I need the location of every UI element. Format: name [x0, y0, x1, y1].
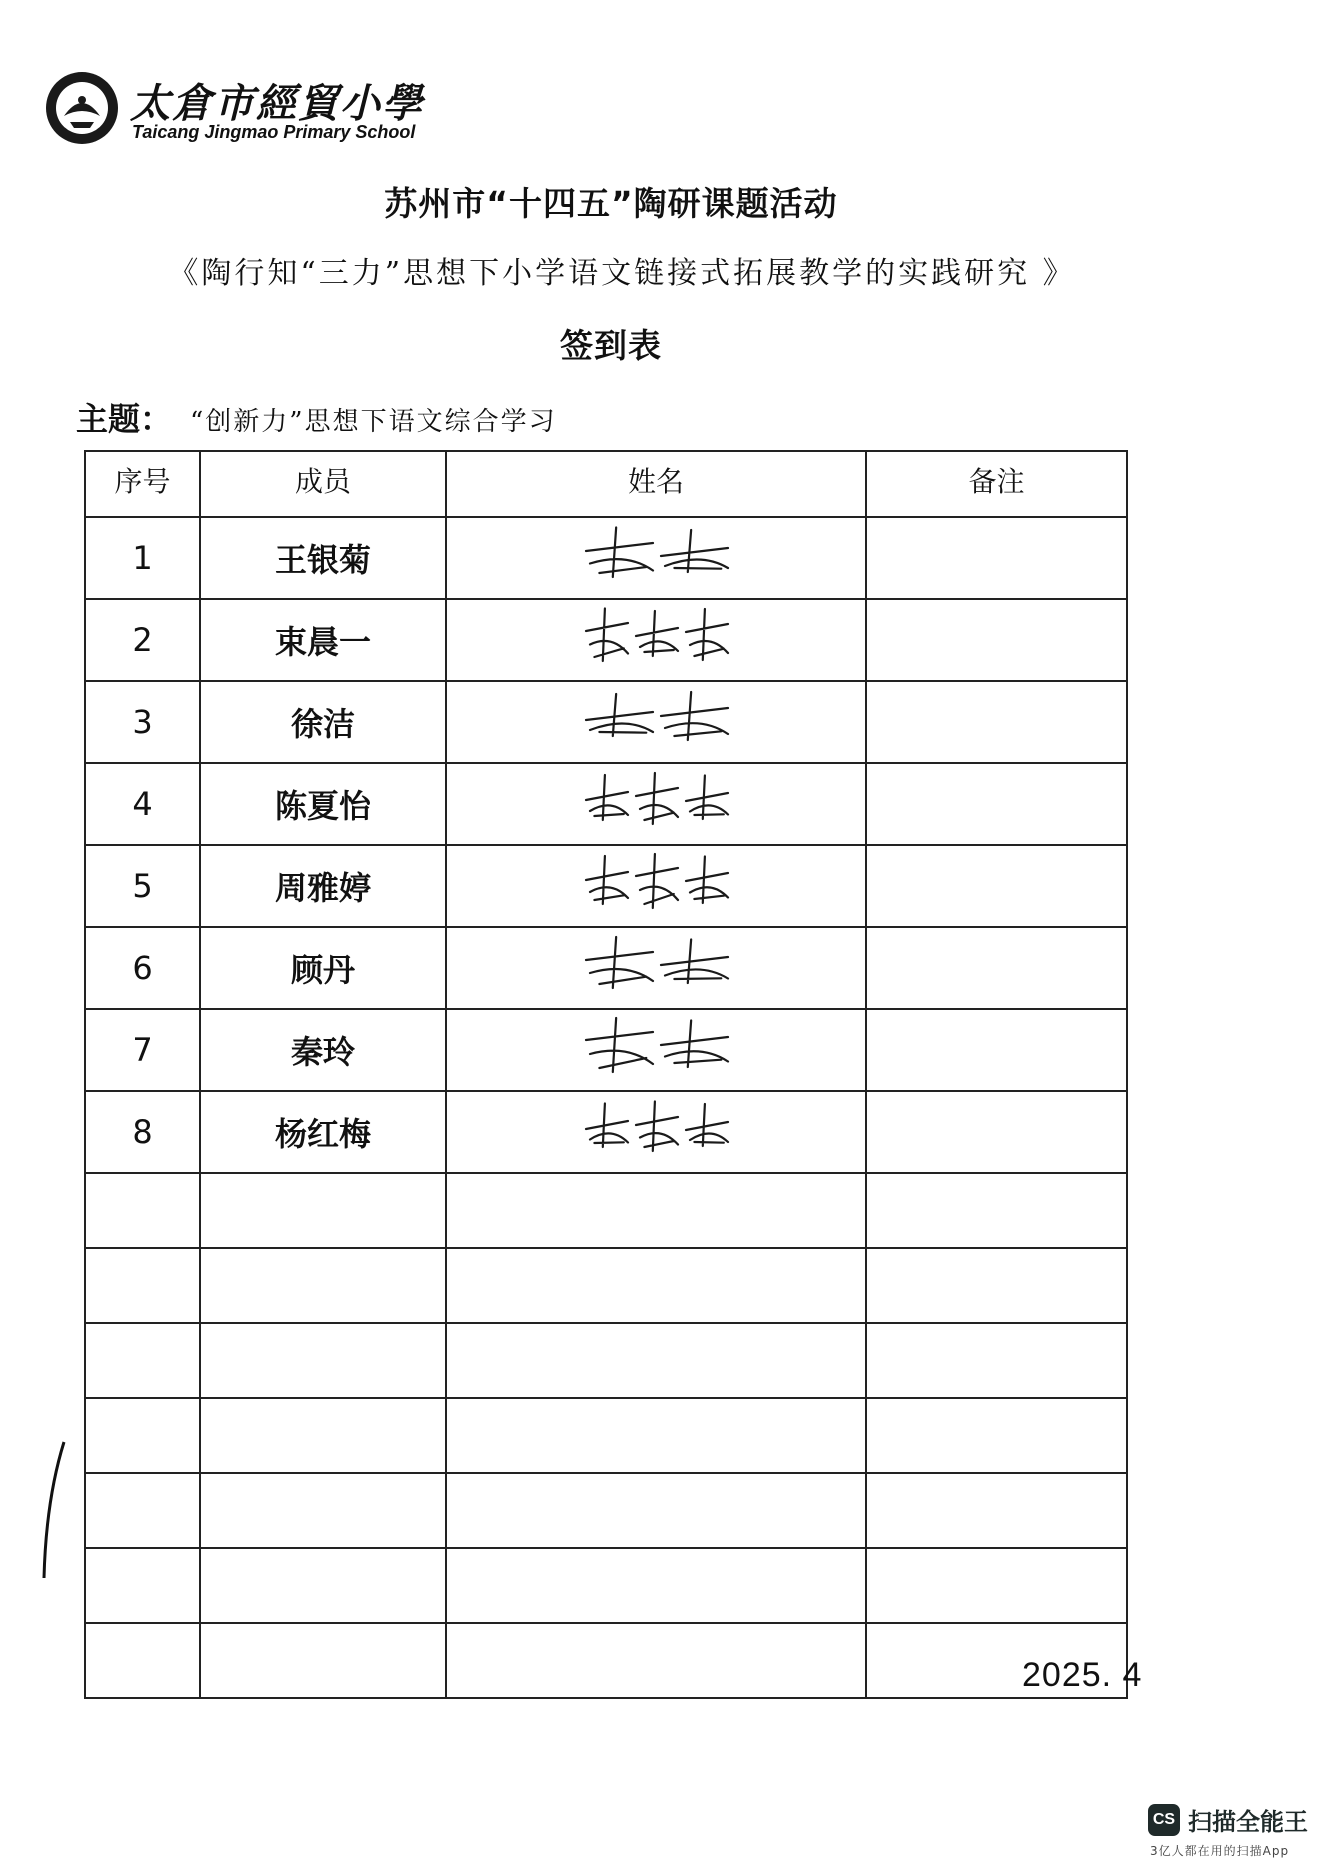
note-cell: [866, 681, 1127, 763]
scanner-tagline: 3亿人都在用的扫描App: [1150, 1844, 1290, 1858]
header-member: 成员: [200, 451, 446, 517]
header-no: 序号: [85, 451, 200, 517]
school-seal-icon: [44, 70, 120, 146]
table-row: [85, 599, 1127, 681]
handwritten-signature: [526, 846, 786, 918]
school-name-en: Taicang Jingmao Primary School: [132, 122, 416, 142]
note-cell: [866, 1473, 1127, 1548]
no-cell: [85, 1323, 200, 1398]
table-row: [85, 1473, 1127, 1548]
member-cell: [200, 1623, 446, 1698]
scanner-app-name: 扫描全能王: [1188, 1808, 1308, 1836]
scanner-watermark: [1148, 1802, 1308, 1860]
activity-title: 苏州市“十四五”陶研课题活动: [384, 184, 838, 223]
no-cell: 4: [85, 763, 200, 845]
margin-mark: [40, 1440, 70, 1580]
signature-cell: [446, 517, 866, 599]
school-logo: [44, 70, 484, 160]
sign-in-table: [84, 450, 1126, 1699]
note-cell: [866, 1248, 1127, 1323]
table-row: [85, 1009, 1127, 1091]
scanner-logo-icon: CS: [1148, 1804, 1180, 1836]
no-cell: [85, 1623, 200, 1698]
handwritten-signature: [526, 1010, 786, 1082]
no-cell: 6: [85, 927, 200, 1009]
note-cell: [866, 763, 1127, 845]
signature-cell: [446, 1323, 866, 1398]
table-row: [85, 1548, 1127, 1623]
no-cell: 8: [85, 1091, 200, 1173]
member-cell: 杨红梅: [200, 1091, 446, 1173]
table-row: [85, 1091, 1127, 1173]
note-cell: [866, 1548, 1127, 1623]
signature-cell: [446, 1248, 866, 1323]
member-cell: 束晨一: [200, 599, 446, 681]
member-cell: 陈夏怡: [200, 763, 446, 845]
handwritten-signature: [526, 682, 786, 754]
sheet-title: 签到表: [560, 326, 662, 365]
table-row: [85, 927, 1127, 1009]
member-cell: 徐洁: [200, 681, 446, 763]
no-cell: [85, 1473, 200, 1548]
note-cell: [866, 599, 1127, 681]
signature-cell: [446, 599, 866, 681]
no-cell: [85, 1248, 200, 1323]
no-cell: [85, 1173, 200, 1248]
member-cell: [200, 1323, 446, 1398]
signature-cell: [446, 1091, 866, 1173]
table-row: [85, 1173, 1127, 1248]
member-cell: [200, 1398, 446, 1473]
handwritten-signature: [526, 764, 786, 836]
table-row: [85, 1398, 1127, 1473]
signature-cell: [446, 763, 866, 845]
table-row: [85, 1323, 1127, 1398]
signature-cell: [446, 1623, 866, 1698]
member-cell: 顾丹: [200, 927, 446, 1009]
handwritten-signature: [526, 1092, 786, 1164]
signature-cell: [446, 1473, 866, 1548]
handwritten-signature: [526, 928, 786, 1000]
header-note: 备注: [866, 451, 1127, 517]
table-row: [85, 763, 1127, 845]
note-cell: [866, 1398, 1127, 1473]
note-cell: [866, 845, 1127, 927]
no-cell: 1: [85, 517, 200, 599]
member-cell: [200, 1173, 446, 1248]
member-cell: [200, 1248, 446, 1323]
signature-cell: [446, 681, 866, 763]
table-row: [85, 1248, 1127, 1323]
note-cell: [866, 1091, 1127, 1173]
note-cell: [866, 1009, 1127, 1091]
no-cell: [85, 1398, 200, 1473]
signature-cell: [446, 1548, 866, 1623]
school-name-cn: 太倉市經貿小學: [130, 80, 424, 127]
no-cell: 2: [85, 599, 200, 681]
signature-cell: [446, 1009, 866, 1091]
topic-value: “创新力”思想下语文综合学习: [190, 407, 557, 437]
member-cell: [200, 1473, 446, 1548]
signature-cell: [446, 927, 866, 1009]
table-row: [85, 1623, 1127, 1698]
table-row: [85, 681, 1127, 763]
member-cell: 秦玲: [200, 1009, 446, 1091]
no-cell: 7: [85, 1009, 200, 1091]
date: 2025. 4: [1022, 1656, 1143, 1694]
header-name: 姓名: [446, 451, 866, 517]
member-cell: [200, 1548, 446, 1623]
table-header-row: [85, 451, 1127, 517]
note-cell: [866, 1323, 1127, 1398]
signature-cell: [446, 1398, 866, 1473]
table-row: [85, 517, 1127, 599]
table-row: [85, 845, 1127, 927]
topic-label: 主题：: [76, 400, 173, 438]
note-cell: [866, 1173, 1127, 1248]
handwritten-signature: [526, 600, 786, 672]
note-cell: [866, 517, 1127, 599]
signature-cell: [446, 1173, 866, 1248]
project-title: 《陶行知“三力”思想下小学语文链接式拓展教学的实践研究 》: [168, 256, 1076, 291]
note-cell: [866, 927, 1127, 1009]
no-cell: 3: [85, 681, 200, 763]
no-cell: [85, 1548, 200, 1623]
member-cell: 周雅婷: [200, 845, 446, 927]
handwritten-signature: [526, 518, 786, 590]
member-cell: 王银菊: [200, 517, 446, 599]
topic-line: [76, 394, 557, 440]
no-cell: 5: [85, 845, 200, 927]
signature-cell: [446, 845, 866, 927]
